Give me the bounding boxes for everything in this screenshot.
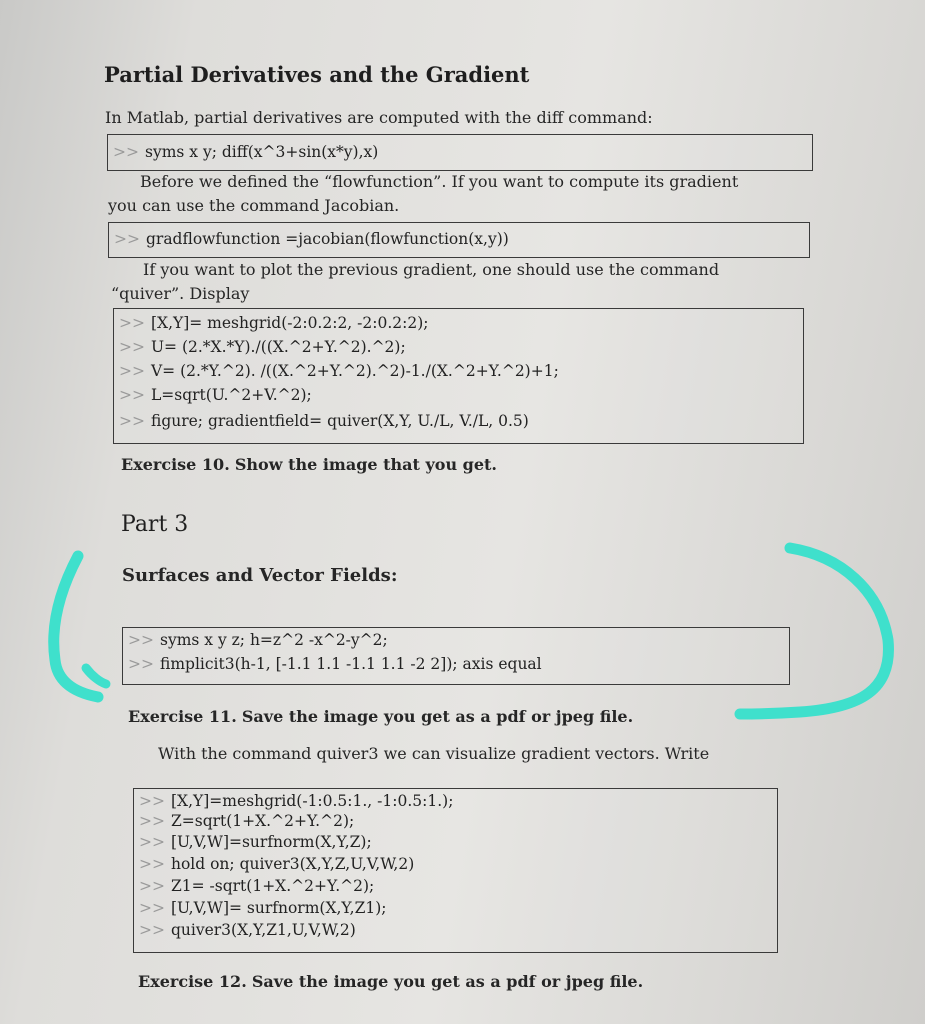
code-text: hold on; quiver3(X,Y,Z,U,V,W,2): [170, 855, 415, 873]
prompt: >>: [139, 877, 165, 895]
code-text: syms x y z; h=z^2 -x^2-y^2;: [159, 631, 388, 649]
code-text: [X,Y]=meshgrid(-1:0.5:1., -1:0.5:1.);: [170, 792, 454, 810]
prompt: >>: [128, 655, 154, 673]
intro-text: In Matlab, partial derivatives are computed with the diff command:: [105, 108, 653, 127]
prompt: >>: [119, 338, 145, 356]
code-text: figure; gradientfield= quiver(X,Y, U./L, V./L, 0.5): [150, 412, 529, 430]
prompt: >>: [119, 362, 145, 380]
code-line: [114, 229, 509, 249]
code-text: [U,V,W]=surfnorm(X,Y,Z);: [170, 833, 372, 851]
prompt: >>: [114, 230, 140, 248]
prompt: >>: [139, 833, 165, 851]
code-text: U= (2.*X.*Y)./((X.^2+Y.^2).^2);: [150, 338, 406, 356]
code-line: [119, 337, 406, 357]
code-text: Z=sqrt(1+X.^2+Y.^2);: [170, 812, 355, 830]
code-line: [139, 854, 414, 874]
exercise-label: Exercise 12.: [138, 972, 247, 991]
code-line: [128, 630, 388, 650]
code-line: [128, 654, 542, 674]
prompt: >>: [139, 899, 165, 917]
prompt: >>: [119, 412, 145, 430]
code-box-implicit: [122, 627, 790, 685]
code-line: [139, 811, 354, 831]
code-line: [119, 411, 529, 431]
code-line: [139, 898, 386, 918]
code-text: L=sqrt(U.^2+V.^2);: [150, 386, 312, 404]
code-text: gradflowfunction =jacobian(flowfunction(x,y)): [145, 230, 509, 248]
code-text: fimplicit3(h-1, [-1.1 1.1 -1.1 1.1 -2 2]); axis equal: [159, 655, 542, 673]
code-line: [139, 832, 372, 852]
prompt: >>: [119, 314, 145, 332]
code-line: [139, 876, 374, 896]
code-text: [X,Y]= meshgrid(-2:0.2:2, -2:0.2:2);: [150, 314, 429, 332]
paragraph-text: Before we defined the “flowfunction”. If you want to compute its gradient: [140, 172, 739, 191]
left-bracket-stroke: [54, 556, 98, 697]
code-text: [U,V,W]= surfnorm(X,Y,Z1);: [170, 899, 387, 917]
left-bracket-tail-stroke: [86, 668, 106, 684]
code-box-diff: [107, 134, 813, 171]
code-text: Z1= -sqrt(1+X.^2+Y.^2);: [170, 877, 375, 895]
exercise-text: Show the image that you get.: [234, 455, 497, 474]
exercise-label: Exercise 11.: [128, 707, 237, 726]
code-line: [139, 791, 453, 811]
part-heading: Part 3: [121, 512, 189, 537]
code-box-quiver: [113, 308, 804, 444]
prompt: >>: [113, 143, 139, 161]
exercise-label: Exercise 10.: [121, 455, 230, 474]
code-box-quiver3: [133, 788, 778, 953]
paragraph-text: With the command quiver3 we can visualize gradient vectors. Write: [158, 744, 710, 763]
prompt: >>: [139, 792, 165, 810]
paragraph-text: “quiver”. Display: [111, 284, 250, 303]
exercise-text: Save the image you get as a pdf or jpeg file.: [251, 972, 644, 991]
prompt: >>: [139, 855, 165, 873]
prompt: >>: [128, 631, 154, 649]
exercise-11: [128, 707, 633, 726]
code-line: [139, 920, 356, 940]
code-text: V= (2.*Y.^2). /((X.^2+Y.^2).^2)-1./(X.^2+Y.^2)+1;: [150, 362, 559, 380]
code-line: [119, 313, 429, 333]
exercise-text: Save the image you get as a pdf or jpeg file.: [241, 707, 634, 726]
prompt: >>: [139, 921, 165, 939]
code-line: [119, 385, 312, 405]
exercise-10: [121, 455, 497, 474]
code-line: [113, 142, 378, 162]
code-line: [119, 361, 559, 381]
exercise-12: [138, 972, 643, 991]
prompt: >>: [139, 812, 165, 830]
prompt: >>: [119, 386, 145, 404]
subheading: Surfaces and Vector Fields:: [122, 565, 398, 586]
code-box-jacobian: [108, 222, 810, 258]
code-text: syms x y; diff(x^3+sin(x*y),x): [144, 143, 379, 161]
paragraph-text: you can use the command Jacobian.: [108, 196, 400, 215]
paragraph-text: If you want to plot the previous gradient, one should use the command: [143, 260, 720, 279]
code-text: quiver3(X,Y,Z1,U,V,W,2): [170, 921, 356, 939]
section-title: Partial Derivatives and the Gradient: [104, 62, 530, 87]
